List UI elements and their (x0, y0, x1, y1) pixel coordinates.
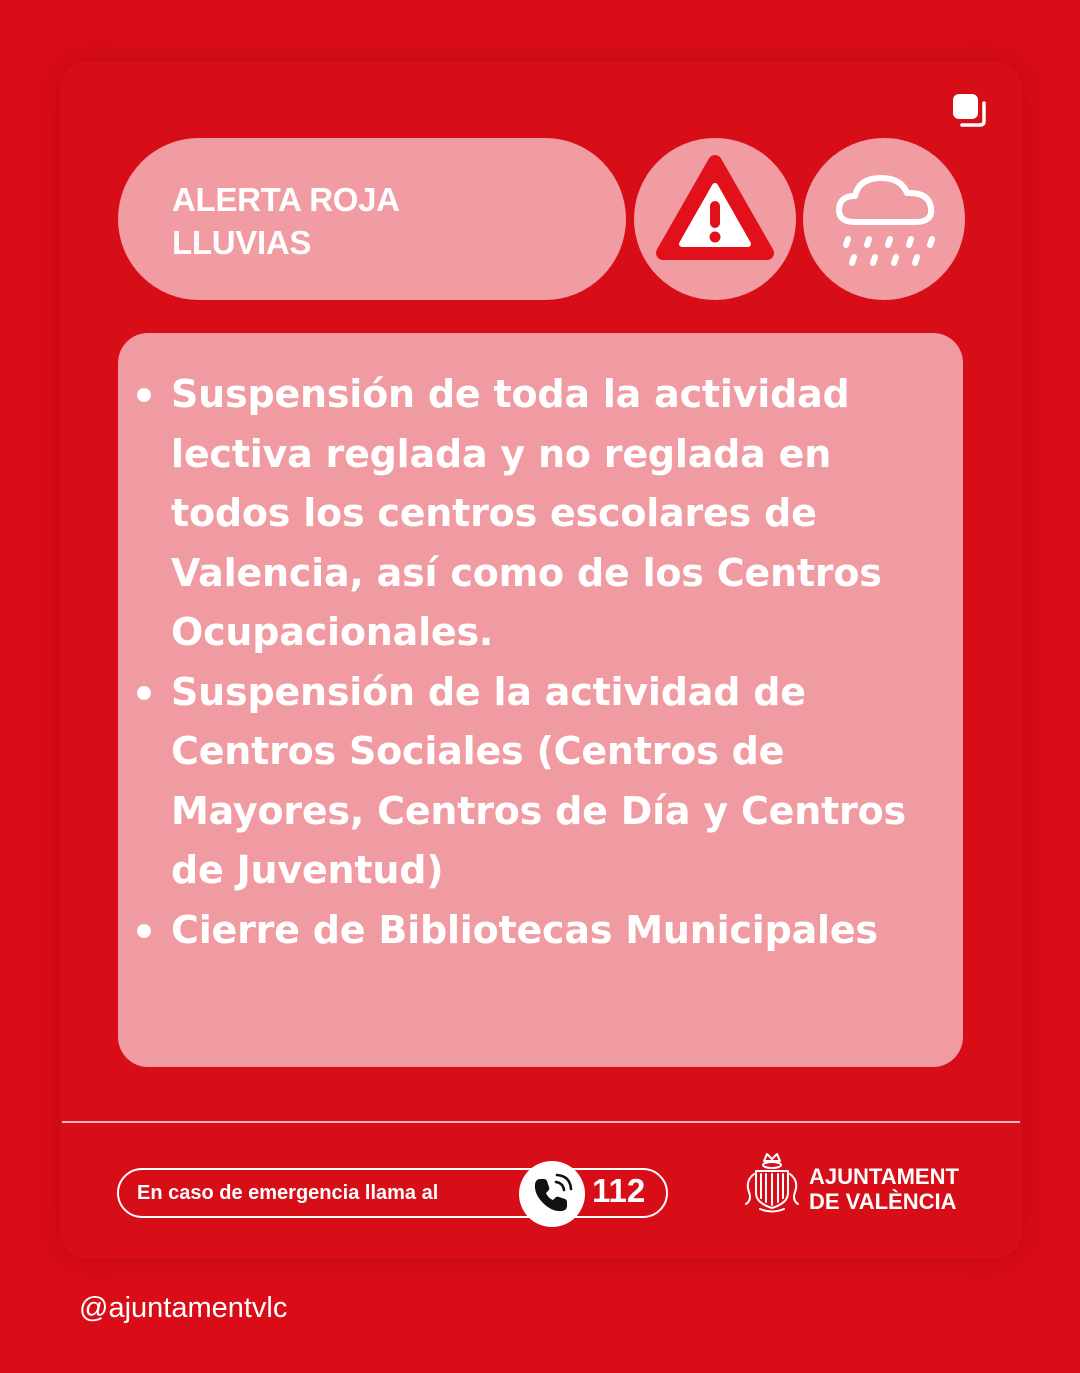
warning-badge (634, 138, 796, 300)
alert-title-line2: LLUVIAS (172, 224, 312, 261)
warning-triangle-icon (634, 138, 796, 300)
coat-of-arms-icon (742, 1150, 802, 1216)
notice-item (171, 663, 951, 901)
emergency-number: 112 (592, 1172, 646, 1209)
alert-title (172, 178, 400, 264)
rain-badge (803, 138, 965, 300)
divider (62, 1121, 1020, 1123)
notice-text: Suspensión de toda la actividad lectiva reglada y no reglada en todos los centros escolares de Valencia, así como de los Centros Ocupacionales. (171, 372, 882, 654)
phone-badge (519, 1161, 585, 1227)
multiple-images-icon (951, 92, 991, 132)
rain-cloud-icon (803, 138, 965, 300)
bullet-icon (137, 686, 151, 700)
logo-text (809, 1164, 959, 1214)
phone-icon (519, 1161, 585, 1227)
ajuntament-logo (742, 1150, 982, 1220)
notice-list (171, 365, 951, 960)
emergency-text: En caso de emergencia llama al (137, 1182, 439, 1204)
notice-text: Suspensión de la actividad de Centros Sociales (Centros de Mayores, Centros de Día y Centros de Juventud) (171, 669, 906, 892)
alert-title-line1: ALERTA ROJA (172, 181, 400, 218)
notice-item (171, 901, 951, 961)
notice-panel (118, 333, 963, 1067)
account-handle: @ajuntamentvlc (79, 1292, 288, 1324)
bullet-icon (137, 388, 151, 402)
logo-line2: DE VALÈNCIA (809, 1189, 957, 1214)
notice-text: Cierre de Bibliotecas Municipales (171, 907, 878, 952)
notice-item (171, 365, 951, 663)
emergency-banner (117, 1168, 668, 1218)
logo-line1: AJUNTAMENT (809, 1164, 959, 1189)
alert-banner (118, 138, 626, 300)
bullet-icon (137, 924, 151, 938)
